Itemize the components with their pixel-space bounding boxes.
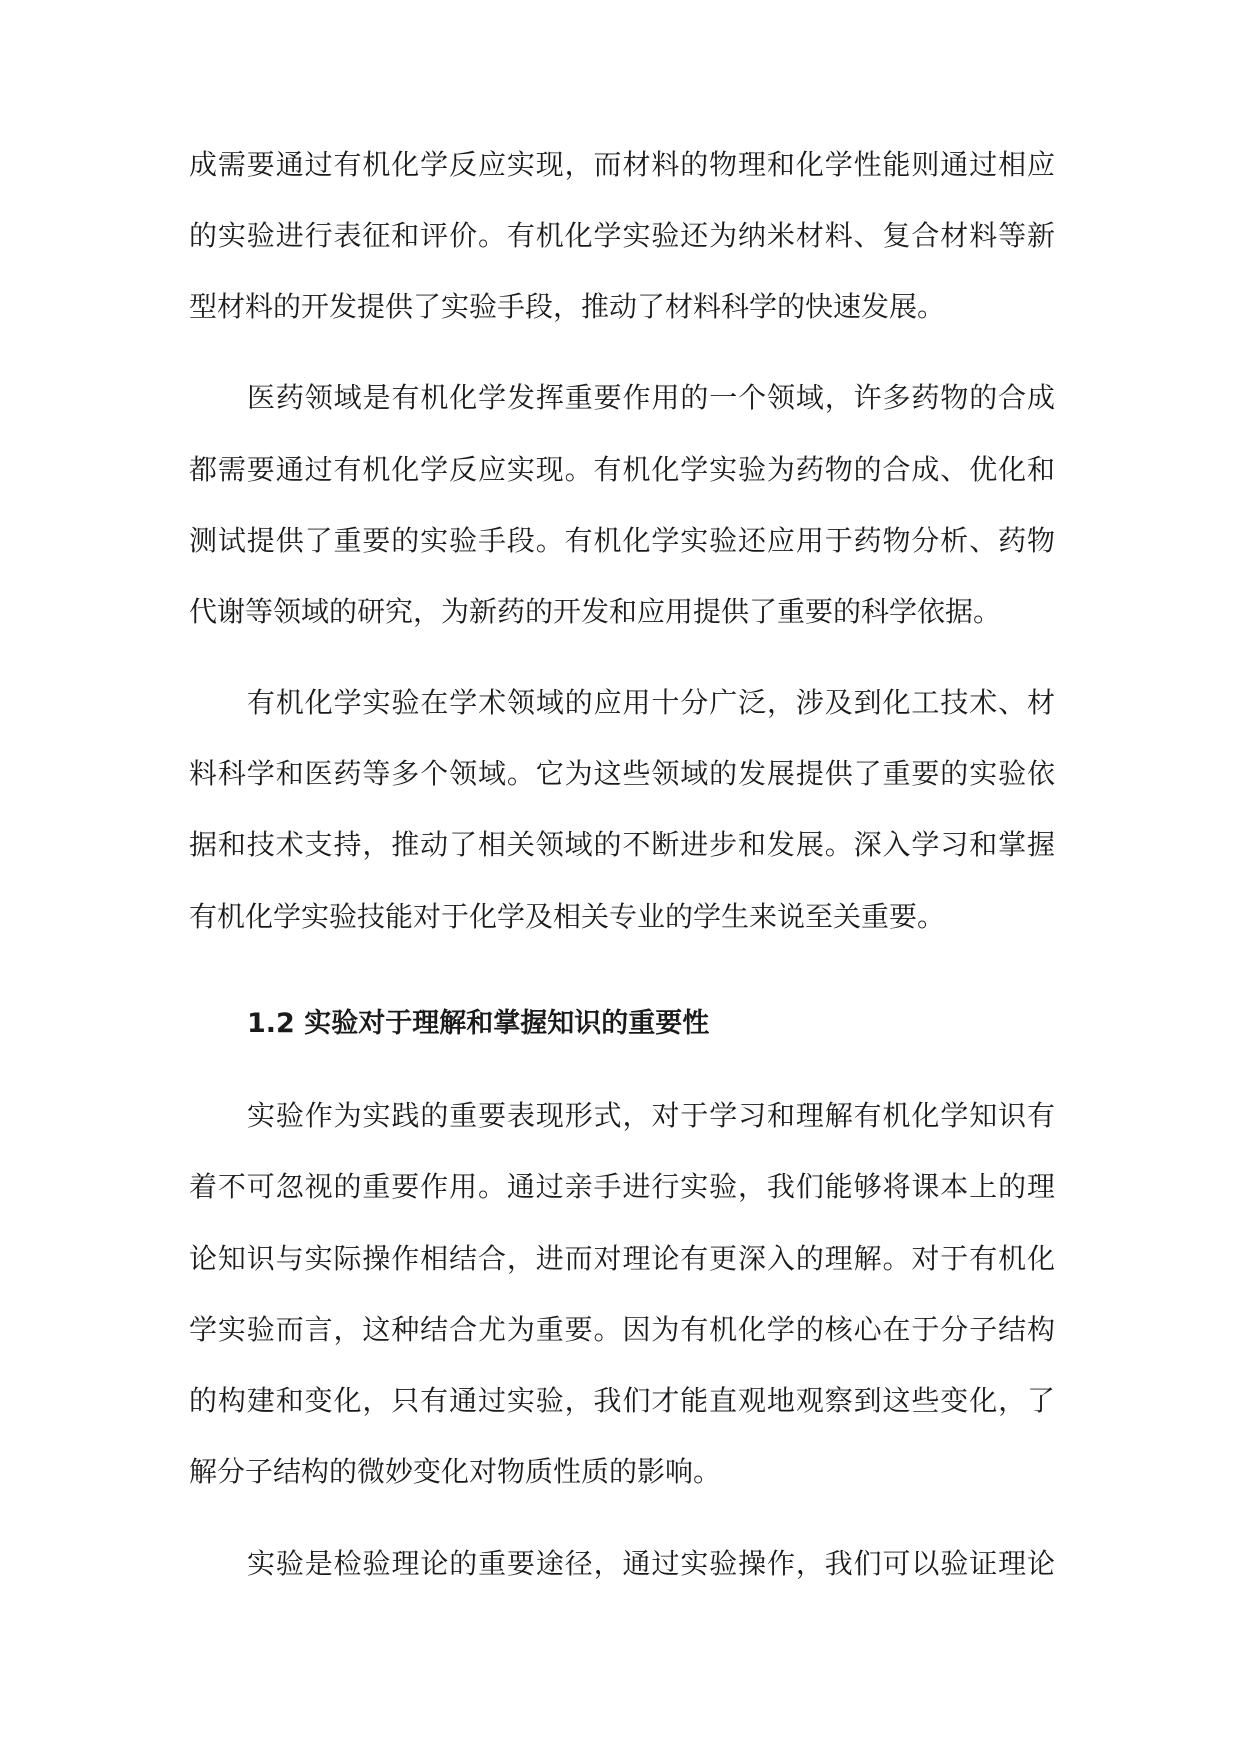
paragraph-line: 解分子结构的微妙变化对物质性质的影响。 [189, 1455, 722, 1488]
paragraph-line: 据和技术支持，推动了相关领域的不断进步和发展。深入学习和掌握 [189, 828, 1055, 861]
paragraph-line: 学实验而言，这种结合尤为重要。因为有机化学的核心在于分子结构 [189, 1313, 1055, 1346]
paragraph-line: 实验是检验理论的重要途径，通过实验操作，我们可以验证理论 [247, 1547, 1055, 1580]
paragraph-line: 的构建和变化，只有通过实验，我们才能直观地观察到这些变化，了 [189, 1384, 1055, 1417]
paragraph-line: 有机化学实验在学术领域的应用十分广泛，涉及到化工技术、材 [247, 686, 1055, 719]
paragraph-line: 测试提供了重要的实验手段。有机化学实验还应用于药物分析、药物 [189, 524, 1055, 557]
paragraph-line: 的实验进行表征和评价。有机化学实验还为纳米材料、复合材料等新 [189, 219, 1055, 252]
section-heading: 1.2 实验对于理解和掌握知识的重要性 [247, 1008, 710, 1039]
paragraph-line: 料科学和医药等多个领域。它为这些领域的发展提供了重要的实验依 [189, 757, 1055, 790]
paragraph-line: 都需要通过有机化学反应实现。有机化学实验为药物的合成、优化和 [189, 453, 1055, 486]
paragraph-line: 成需要通过有机化学反应实现，而材料的物理和化学性能则通过相应 [189, 148, 1055, 181]
paragraph-line: 代谢等领域的研究，为新药的开发和应用提供了重要的科学依据。 [189, 595, 1002, 628]
paragraph-line: 着不可忽视的重要作用。通过亲手进行实验，我们能够将课本上的理 [189, 1170, 1055, 1203]
paragraph-line: 论知识与实际操作相结合，进而对理论有更深入的理解。对于有机化 [189, 1242, 1055, 1275]
paragraph-line: 型材料的开发提供了实验手段，推动了材料科学的快速发展。 [189, 290, 946, 323]
paragraph-line: 医药领域是有机化学发挥重要作用的一个领域，许多药物的合成 [247, 381, 1055, 414]
paragraph-line: 有机化学实验技能对于化学及相关专业的学生来说至关重要。 [189, 900, 946, 933]
paragraph-line: 实验作为实践的重要表现形式，对于学习和理解有机化学知识有 [247, 1099, 1055, 1132]
